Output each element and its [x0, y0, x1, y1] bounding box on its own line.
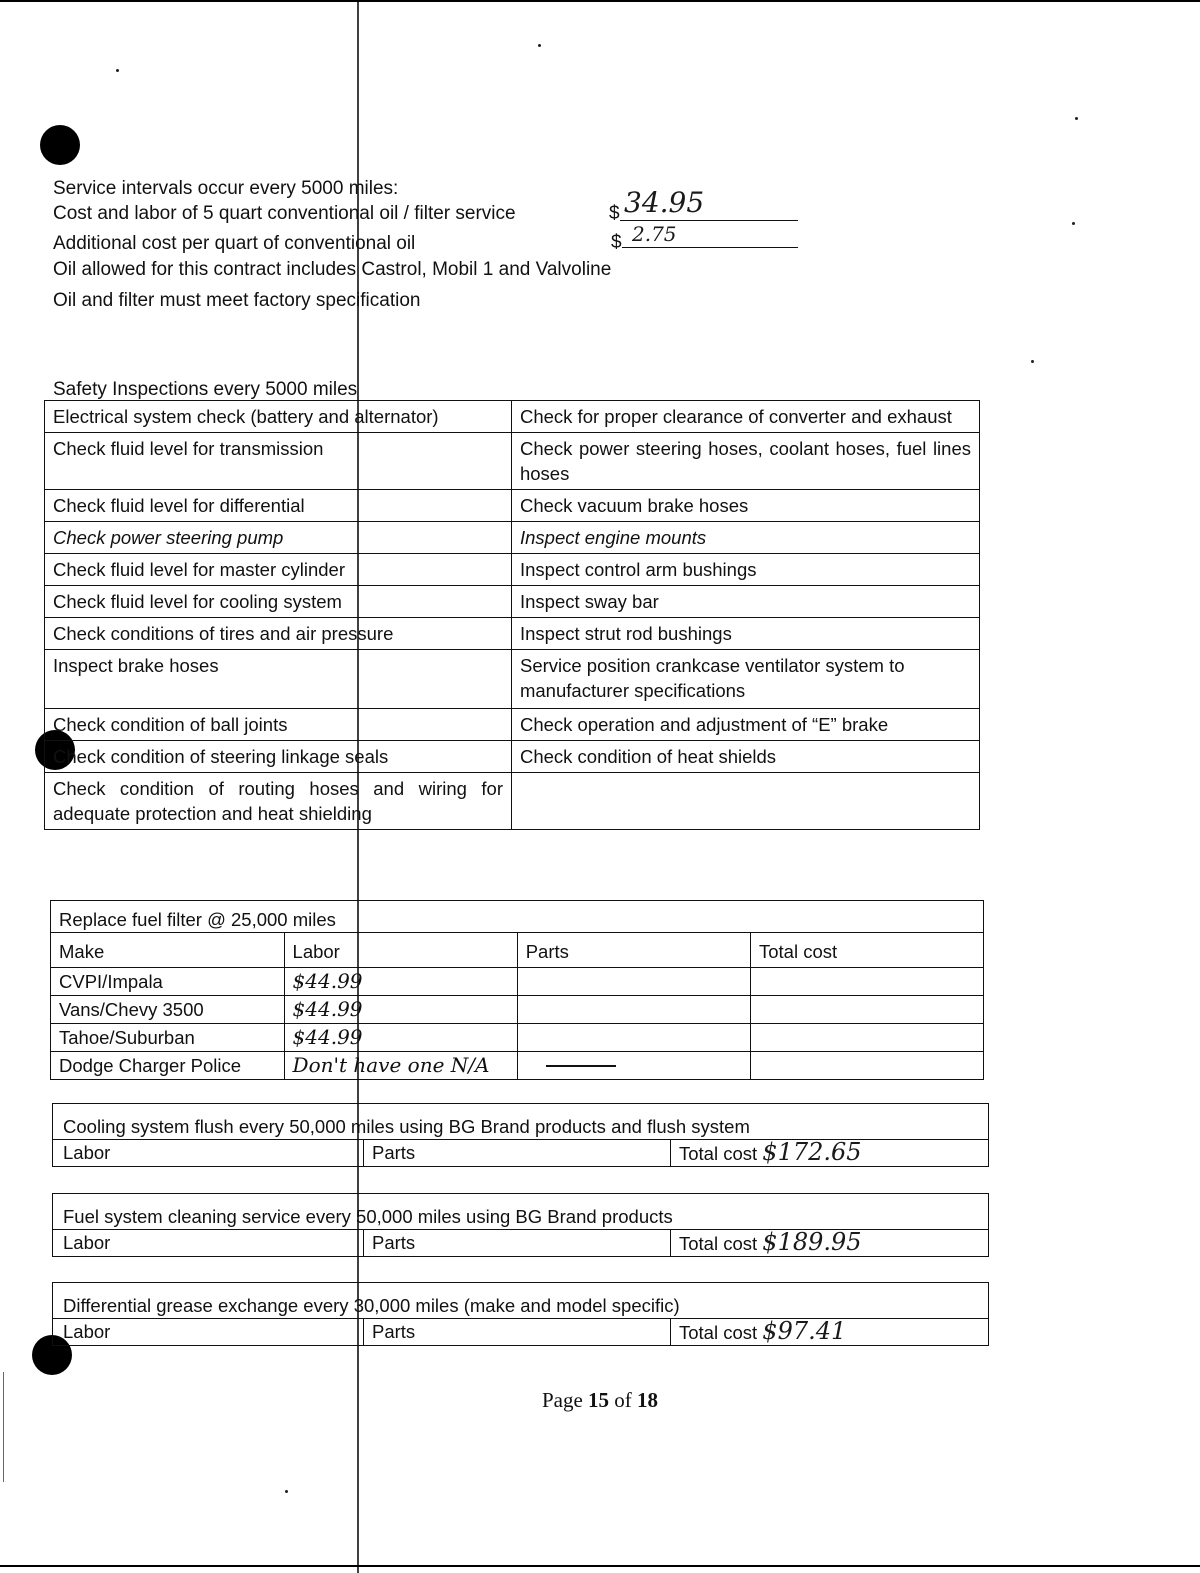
safety-row: [45, 490, 980, 522]
of-word: of: [614, 1388, 632, 1412]
fuel-filter-make: Tahoe/Suburban: [51, 1024, 285, 1052]
fuel-filter-parts: [517, 1052, 750, 1080]
cooling-total-label: Total cost: [679, 1143, 758, 1164]
cooling-labor: Labor: [53, 1140, 364, 1167]
cooling-title: Cooling system flush every 50,000 miles using BG Brand products and flush system: [53, 1104, 989, 1140]
cooling-total-value: $172.65: [762, 1138, 862, 1166]
safety-item-right: Check power steering hoses, coolant hoses, fuel lines hoses: [511, 433, 979, 490]
differential-parts: Parts: [364, 1319, 671, 1346]
fuel-filter-header-make: Make: [51, 933, 285, 968]
safety-item-left: Check power steering pump: [45, 522, 512, 554]
fuel-filter-total: [750, 1052, 983, 1080]
fuel-filter-row: [51, 1052, 984, 1080]
page-footer: [0, 1388, 1200, 1413]
dollar-sign: $: [609, 203, 620, 224]
fuel-filter-make: Vans/Chevy 3500: [51, 996, 285, 1024]
fuel-filter-total: [750, 968, 983, 996]
safety-item-right: Inspect sway bar: [511, 586, 979, 618]
differential-title: Differential grease exchange every 30,000 miles (make and model specific): [53, 1283, 989, 1319]
safety-item-right: Inspect engine mounts: [511, 522, 979, 554]
extra-quart-blank: [622, 247, 798, 248]
fuel-filter-row: [51, 996, 984, 1024]
safety-item-left: Check fluid level for differential: [45, 490, 512, 522]
intro-spec: Oil and filter must meet factory specification: [53, 290, 421, 311]
differential-table: [52, 1282, 989, 1346]
fuel-filter-make: Dodge Charger Police: [51, 1052, 285, 1080]
fuel-filter-header-total-cost: Total cost: [750, 933, 983, 968]
safety-item-right: Check for proper clearance of converter and exhaust: [511, 401, 979, 433]
fuel-filter-make: CVPI/Impala: [51, 968, 285, 996]
fuel-clean-parts: Parts: [364, 1230, 671, 1257]
speck: [1031, 360, 1034, 363]
fuel-filter-row: [51, 968, 984, 996]
safety-item-left: Check fluid level for master cylinder: [45, 554, 512, 586]
safety-row: [45, 773, 980, 830]
safety-item-left: Check fluid level for transmission: [45, 433, 512, 490]
safety-item-right: Check operation and adjustment of “E” brake: [511, 709, 979, 741]
page-total: 18: [637, 1388, 659, 1412]
speck: [116, 69, 119, 72]
safety-row: [45, 433, 980, 490]
safety-item-right: Check condition of heat shields: [511, 741, 979, 773]
page-word: Page: [541, 1388, 583, 1412]
safety-item-right: [511, 773, 979, 830]
safety-item-left: Electrical system check (battery and alternator): [45, 401, 512, 433]
fuel-filter-table: [50, 900, 984, 1080]
fuel-filter-labor: $44.99: [284, 1024, 517, 1052]
safety-item-left: Check conditions of tires and air pressure: [45, 618, 512, 650]
safety-row: [45, 401, 980, 433]
safety-item-right: Check vacuum brake hoses: [511, 490, 979, 522]
differential-total-value: $97.41: [762, 1317, 847, 1345]
safety-item-left: Check condition of ball joints: [45, 709, 512, 741]
safety-row: [45, 650, 980, 709]
safety-row: [45, 709, 980, 741]
scan-edge-top: [0, 0, 1200, 2]
speck: [1072, 222, 1075, 225]
fuel-filter-total: [750, 1024, 983, 1052]
safety-item-left: Inspect brake hoses: [45, 650, 512, 709]
safety-row: [45, 554, 980, 586]
fuel-filter-total: [750, 996, 983, 1024]
intro-oil-brands: Oil allowed for this contract includes Castrol, Mobil 1 and Valvoline: [53, 259, 612, 280]
parts-dash: [546, 1065, 616, 1067]
safety-table: [44, 400, 980, 830]
intro-oil-service: Cost and labor of 5 quart conventional oil / filter service: [53, 203, 516, 224]
speck: [1075, 117, 1078, 120]
oil-service-blank: [620, 220, 798, 221]
differential-labor: Labor: [53, 1319, 364, 1346]
cooling-parts: Parts: [364, 1140, 671, 1167]
cooling-table: [52, 1103, 989, 1167]
safety-item-left: Check fluid level for cooling system: [45, 586, 512, 618]
fuel-filter-title: Replace fuel filter @ 25,000 miles: [51, 901, 984, 933]
scan-edge-bottom: [0, 1565, 1200, 1567]
fuel-clean-total-label: Total cost: [679, 1233, 758, 1254]
safety-item-left: Check condition of steering linkage seals: [45, 741, 512, 773]
safety-row: [45, 741, 980, 773]
intro-extra-quart: Additional cost per quart of conventional oil: [53, 233, 416, 254]
safety-item-right: Inspect strut rod bushings: [511, 618, 979, 650]
extra-quart-cost: 2.75: [632, 222, 677, 246]
fuel-filter-row: [51, 1024, 984, 1052]
fuel-clean-table: [52, 1193, 989, 1257]
safety-item-right: Service position crankcase ventilator system to manufacturer specifications: [511, 650, 979, 709]
safety-item-right: Inspect control arm bushings: [511, 554, 979, 586]
safety-row: [45, 522, 980, 554]
fuel-filter-labor: $44.99: [284, 968, 517, 996]
fuel-filter-parts: [517, 968, 750, 996]
fuel-clean-title: Fuel system cleaning service every 50,000 miles using BG Brand products: [53, 1194, 989, 1230]
safety-row: [45, 586, 980, 618]
fuel-filter-labor: Don't have one N/A: [284, 1052, 517, 1080]
safety-row: [45, 618, 980, 650]
dollar-sign: $: [611, 232, 622, 253]
oil-service-cost: 34.95: [624, 186, 705, 219]
fuel-filter-header-parts: Parts: [517, 933, 750, 968]
fuel-filter-parts: [517, 1024, 750, 1052]
fuel-filter-parts: [517, 996, 750, 1024]
safety-heading: Safety Inspections every 5000 miles: [53, 379, 358, 400]
fuel-filter-labor: $44.99: [284, 996, 517, 1024]
differential-total-label: Total cost: [679, 1322, 758, 1343]
speck: [538, 44, 541, 47]
fuel-filter-header-labor: Labor: [284, 933, 517, 968]
fuel-clean-labor: Labor: [53, 1230, 364, 1257]
intro-interval: Service intervals occur every 5000 miles:: [53, 178, 399, 199]
fuel-clean-total-value: $189.95: [762, 1228, 862, 1256]
safety-item-left: Check condition of routing hoses and wiring for adequate protection and heat shielding: [45, 773, 512, 830]
page-number: 15: [588, 1388, 610, 1412]
punch-hole-top: [40, 125, 80, 165]
speck: [285, 1490, 288, 1493]
